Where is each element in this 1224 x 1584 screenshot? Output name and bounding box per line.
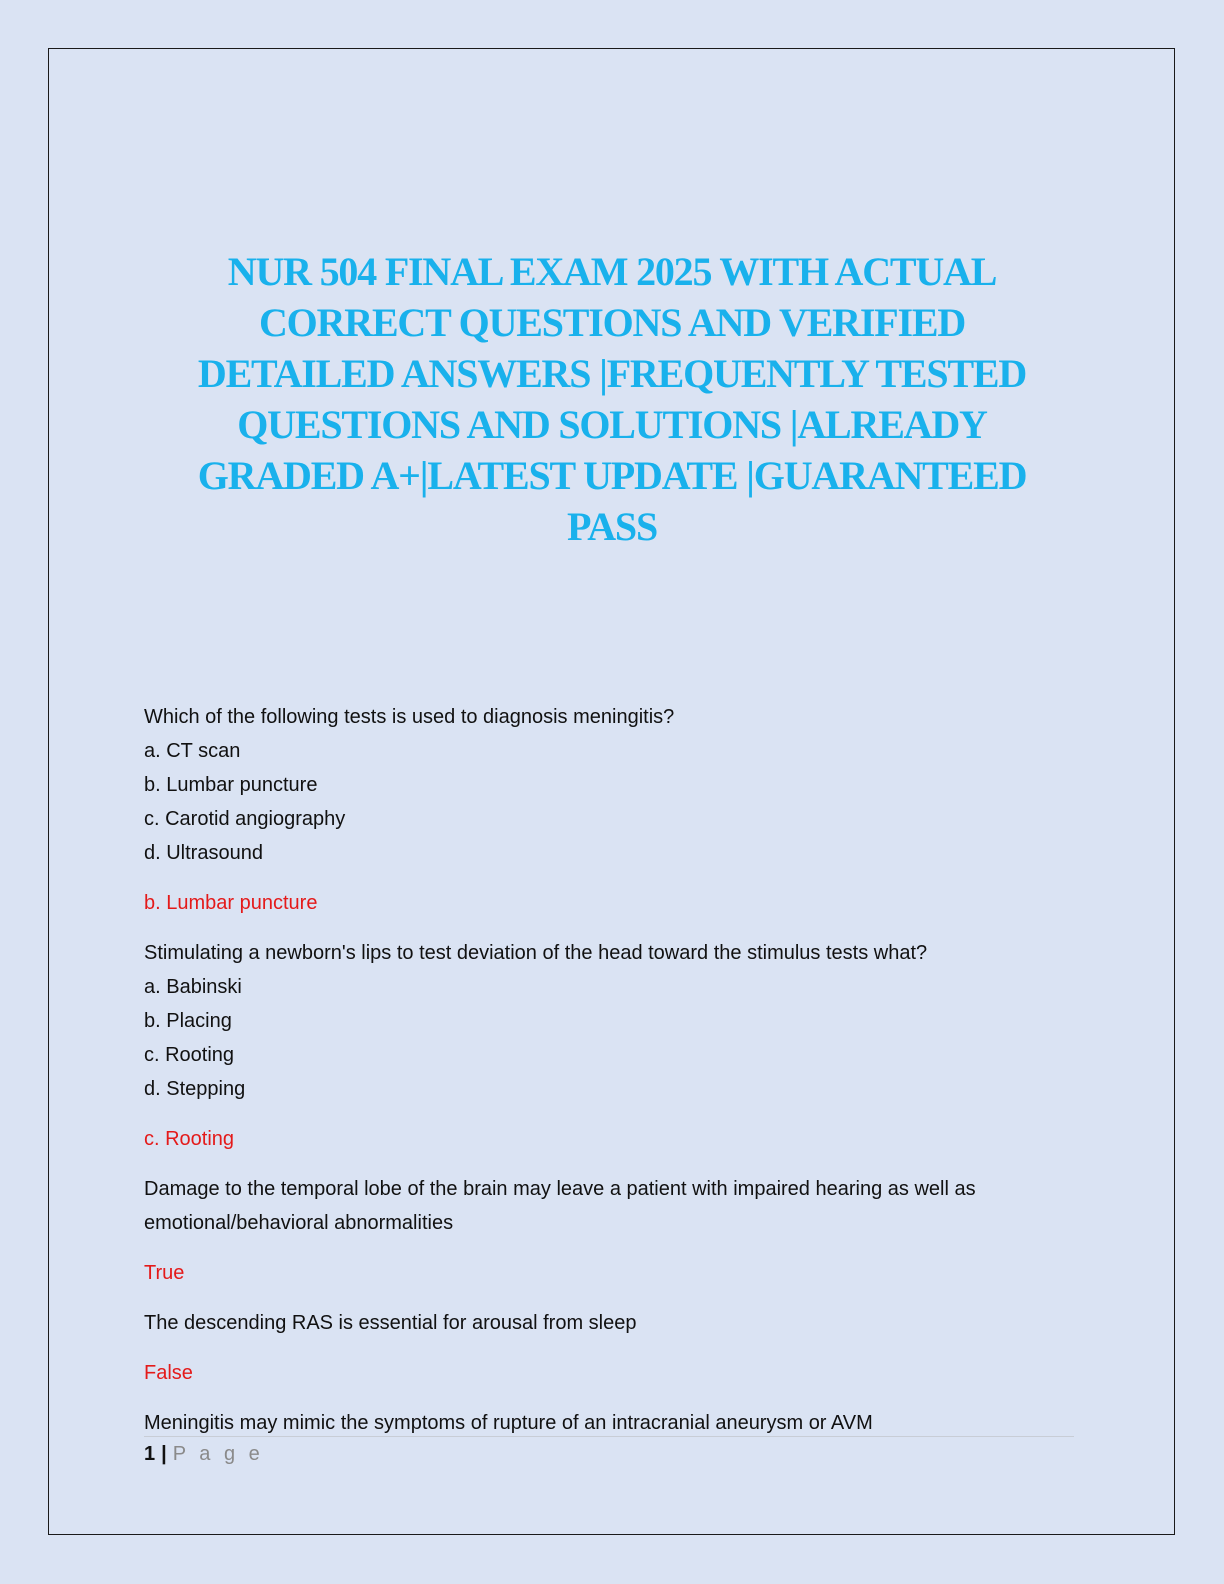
question-block: [144, 1406, 1094, 1440]
question-text: Damage to the temporal lobe of the brain may leave a patient with impaired hearing as well as emotional/behavioral abnormalities: [144, 1178, 976, 1234]
title-line: NUR 504 FINAL EXAM 2025 WITH ACTUAL: [227, 249, 997, 294]
option: a. Babinski: [144, 976, 242, 998]
option: c. Rooting: [144, 1044, 235, 1066]
question-text: Which of the following tests is used to diagnosis meningitis?: [144, 706, 675, 728]
answer-text: c. Rooting: [144, 1128, 235, 1150]
option: c. Carotid angiography: [144, 808, 346, 830]
question-text: The descending RAS is essential for arousal from sleep: [144, 1312, 637, 1334]
title-line: PASS: [566, 504, 658, 549]
answer-text: False: [144, 1362, 193, 1384]
option: d. Stepping: [144, 1078, 246, 1100]
option: a. CT scan: [144, 740, 241, 762]
title-line: CORRECT QUESTIONS AND VERIFIED: [258, 300, 966, 345]
title-line: DETAILED ANSWERS |FREQUENTLY TESTED: [197, 351, 1027, 396]
question-block: [144, 936, 1094, 1172]
document-title: [130, 246, 1094, 552]
title-line: QUESTIONS AND SOLUTIONS |ALREADY: [237, 402, 987, 447]
answer-text: True: [144, 1262, 185, 1284]
option: b. Placing: [144, 1010, 232, 1032]
question-block: [144, 700, 1094, 936]
question-block: [144, 1172, 1094, 1306]
page-label: P a g e: [172, 1443, 264, 1465]
option: b. Lumbar puncture: [144, 774, 318, 796]
footer-divider: [144, 1436, 1074, 1437]
footer-separator: |: [161, 1443, 167, 1465]
page-number: 1: [144, 1443, 156, 1465]
title-line: GRADED A+|LATEST UPDATE |GUARANTEED: [197, 453, 1027, 498]
question-text: Stimulating a newborn's lips to test deviation of the head toward the stimulus tests what?: [144, 942, 928, 964]
option: d. Ultrasound: [144, 842, 263, 864]
question-list: [144, 700, 1094, 1440]
question-text: Meningitis may mimic the symptoms of rupture of an intracranial aneurysm or AVM: [144, 1412, 873, 1434]
page-footer: [144, 1442, 264, 1466]
question-block: [144, 1306, 1094, 1406]
answer-text: b. Lumbar puncture: [144, 892, 318, 914]
